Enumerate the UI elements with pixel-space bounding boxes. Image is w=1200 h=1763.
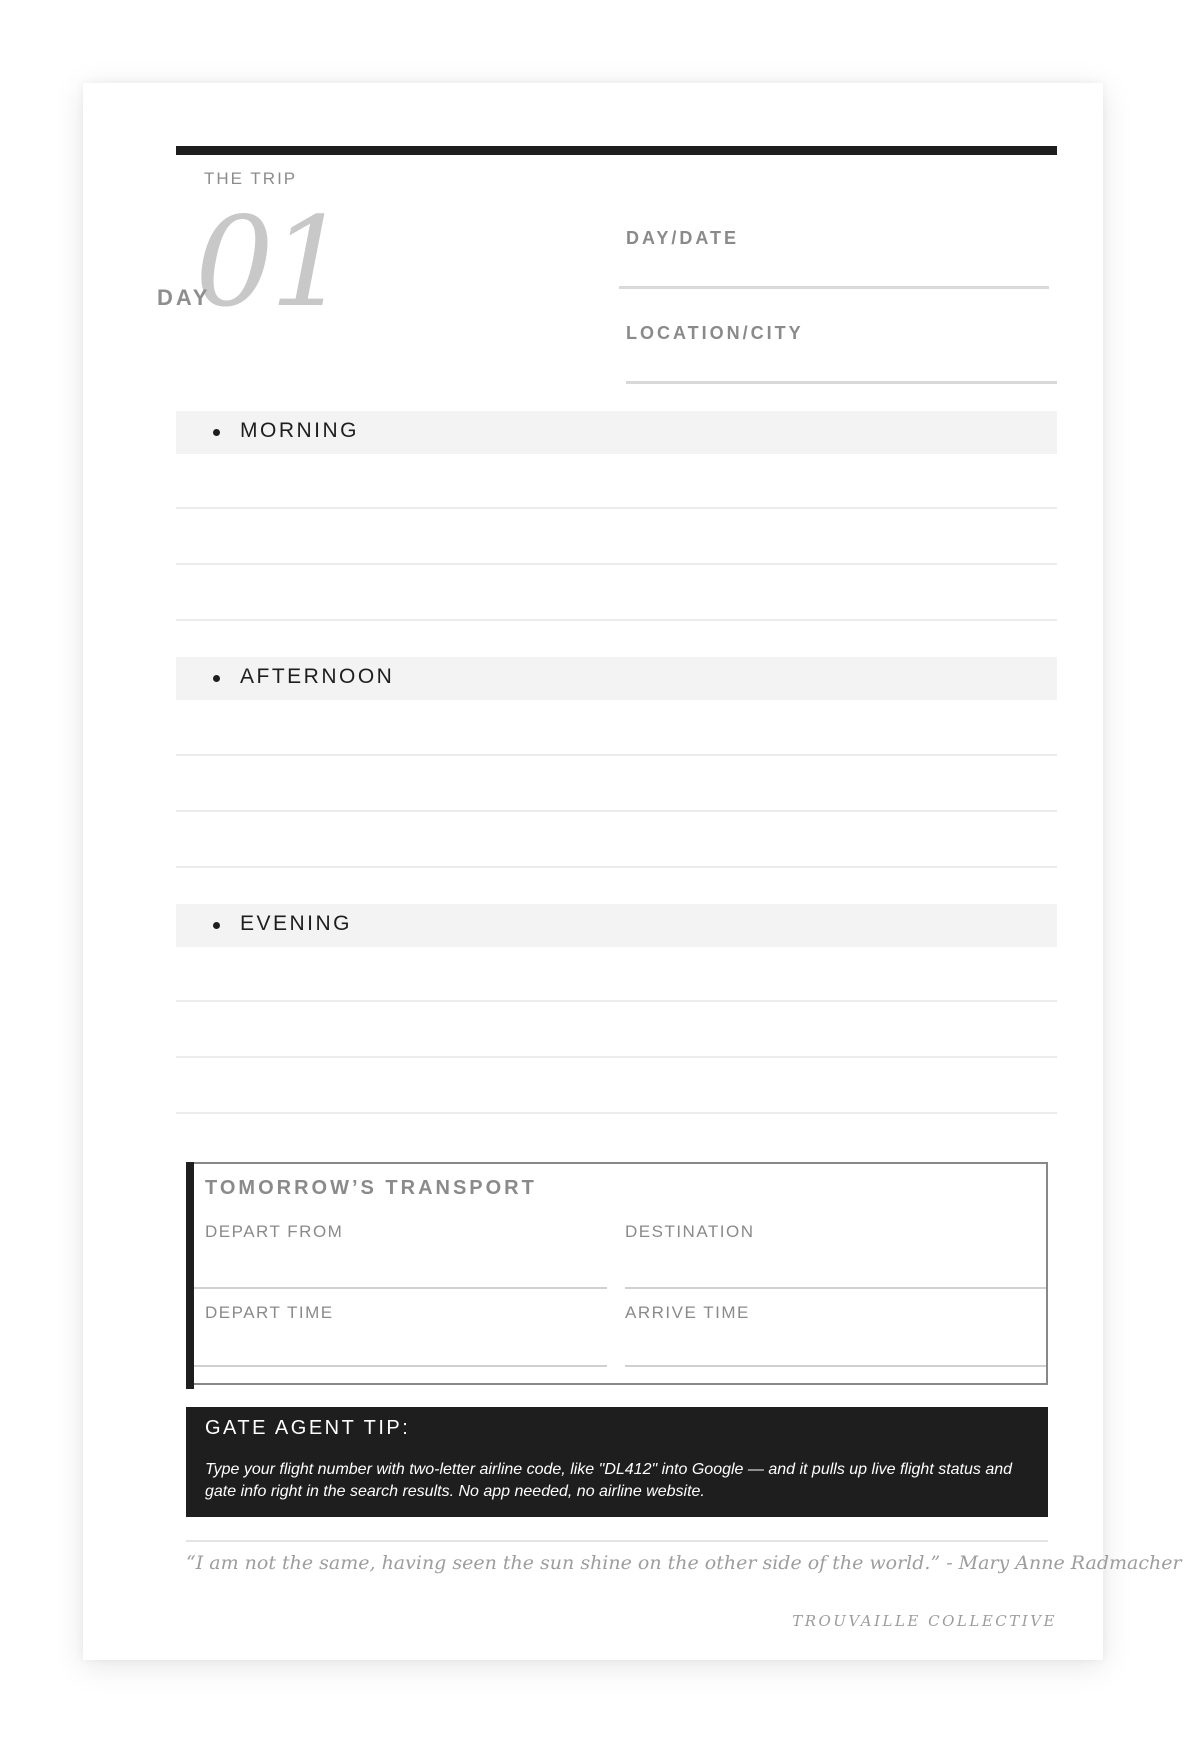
section-morning [176,411,1057,454]
tip-title: GATE AGENT TIP: [205,1417,411,1439]
depart-time-label: DEPART TIME [205,1303,334,1322]
depart-from-field[interactable] [194,1287,607,1289]
section-label: MORNING [240,419,359,442]
top-rule [176,146,1057,155]
day-word: DAY [157,285,211,310]
tip-box [186,1407,1048,1517]
destination-field[interactable] [625,1287,1046,1289]
write-line[interactable] [176,866,1057,868]
section-afternoon [176,657,1057,700]
planner-page [83,83,1182,1660]
write-line[interactable] [176,619,1057,621]
write-line[interactable] [176,563,1057,565]
write-line[interactable] [176,810,1057,812]
destination-label: DESTINATION [625,1222,755,1241]
location-field[interactable] [626,381,1057,384]
write-line[interactable] [176,754,1057,756]
write-line[interactable] [176,507,1057,509]
write-line[interactable] [176,1112,1057,1114]
section-label: AFTERNOON [240,665,395,688]
location-label: LOCATION/CITY [626,323,804,343]
depart-from-label: DEPART FROM [205,1222,344,1241]
transport-title: TOMORROW’S TRANSPORT [205,1177,537,1199]
arrive-time-field[interactable] [625,1365,1046,1367]
transport-accent-bar [186,1162,194,1389]
tip-body: Type your flight number with two-letter airline code, like "DL412" into Google — and it pulls up live flight status and gate info right in the search results. No app needed, no airline website. [205,1461,1013,1500]
page-eyebrow: THE TRIP [204,169,298,188]
bullet-icon [213,922,220,929]
day-date-field[interactable] [619,286,1049,289]
quote-divider [186,1540,1048,1542]
brand-mark: TROUVAILLE COLLECTIVE [792,1612,1057,1630]
footer-quote: “I am not the same, having seen the sun shine on the other side of the world.” - Mary Anne Radmacher [186,1552,1182,1574]
arrive-time-label: ARRIVE TIME [625,1303,750,1322]
depart-time-field[interactable] [194,1365,607,1367]
day-date-label: DAY/DATE [626,228,740,248]
day-number: 01 [195,191,345,335]
bullet-icon [213,675,220,682]
write-line[interactable] [176,1056,1057,1058]
section-evening [176,904,1057,947]
section-label: EVENING [240,912,353,935]
bullet-icon [213,429,220,436]
write-line[interactable] [176,1000,1057,1002]
transport-box [186,1162,1048,1385]
